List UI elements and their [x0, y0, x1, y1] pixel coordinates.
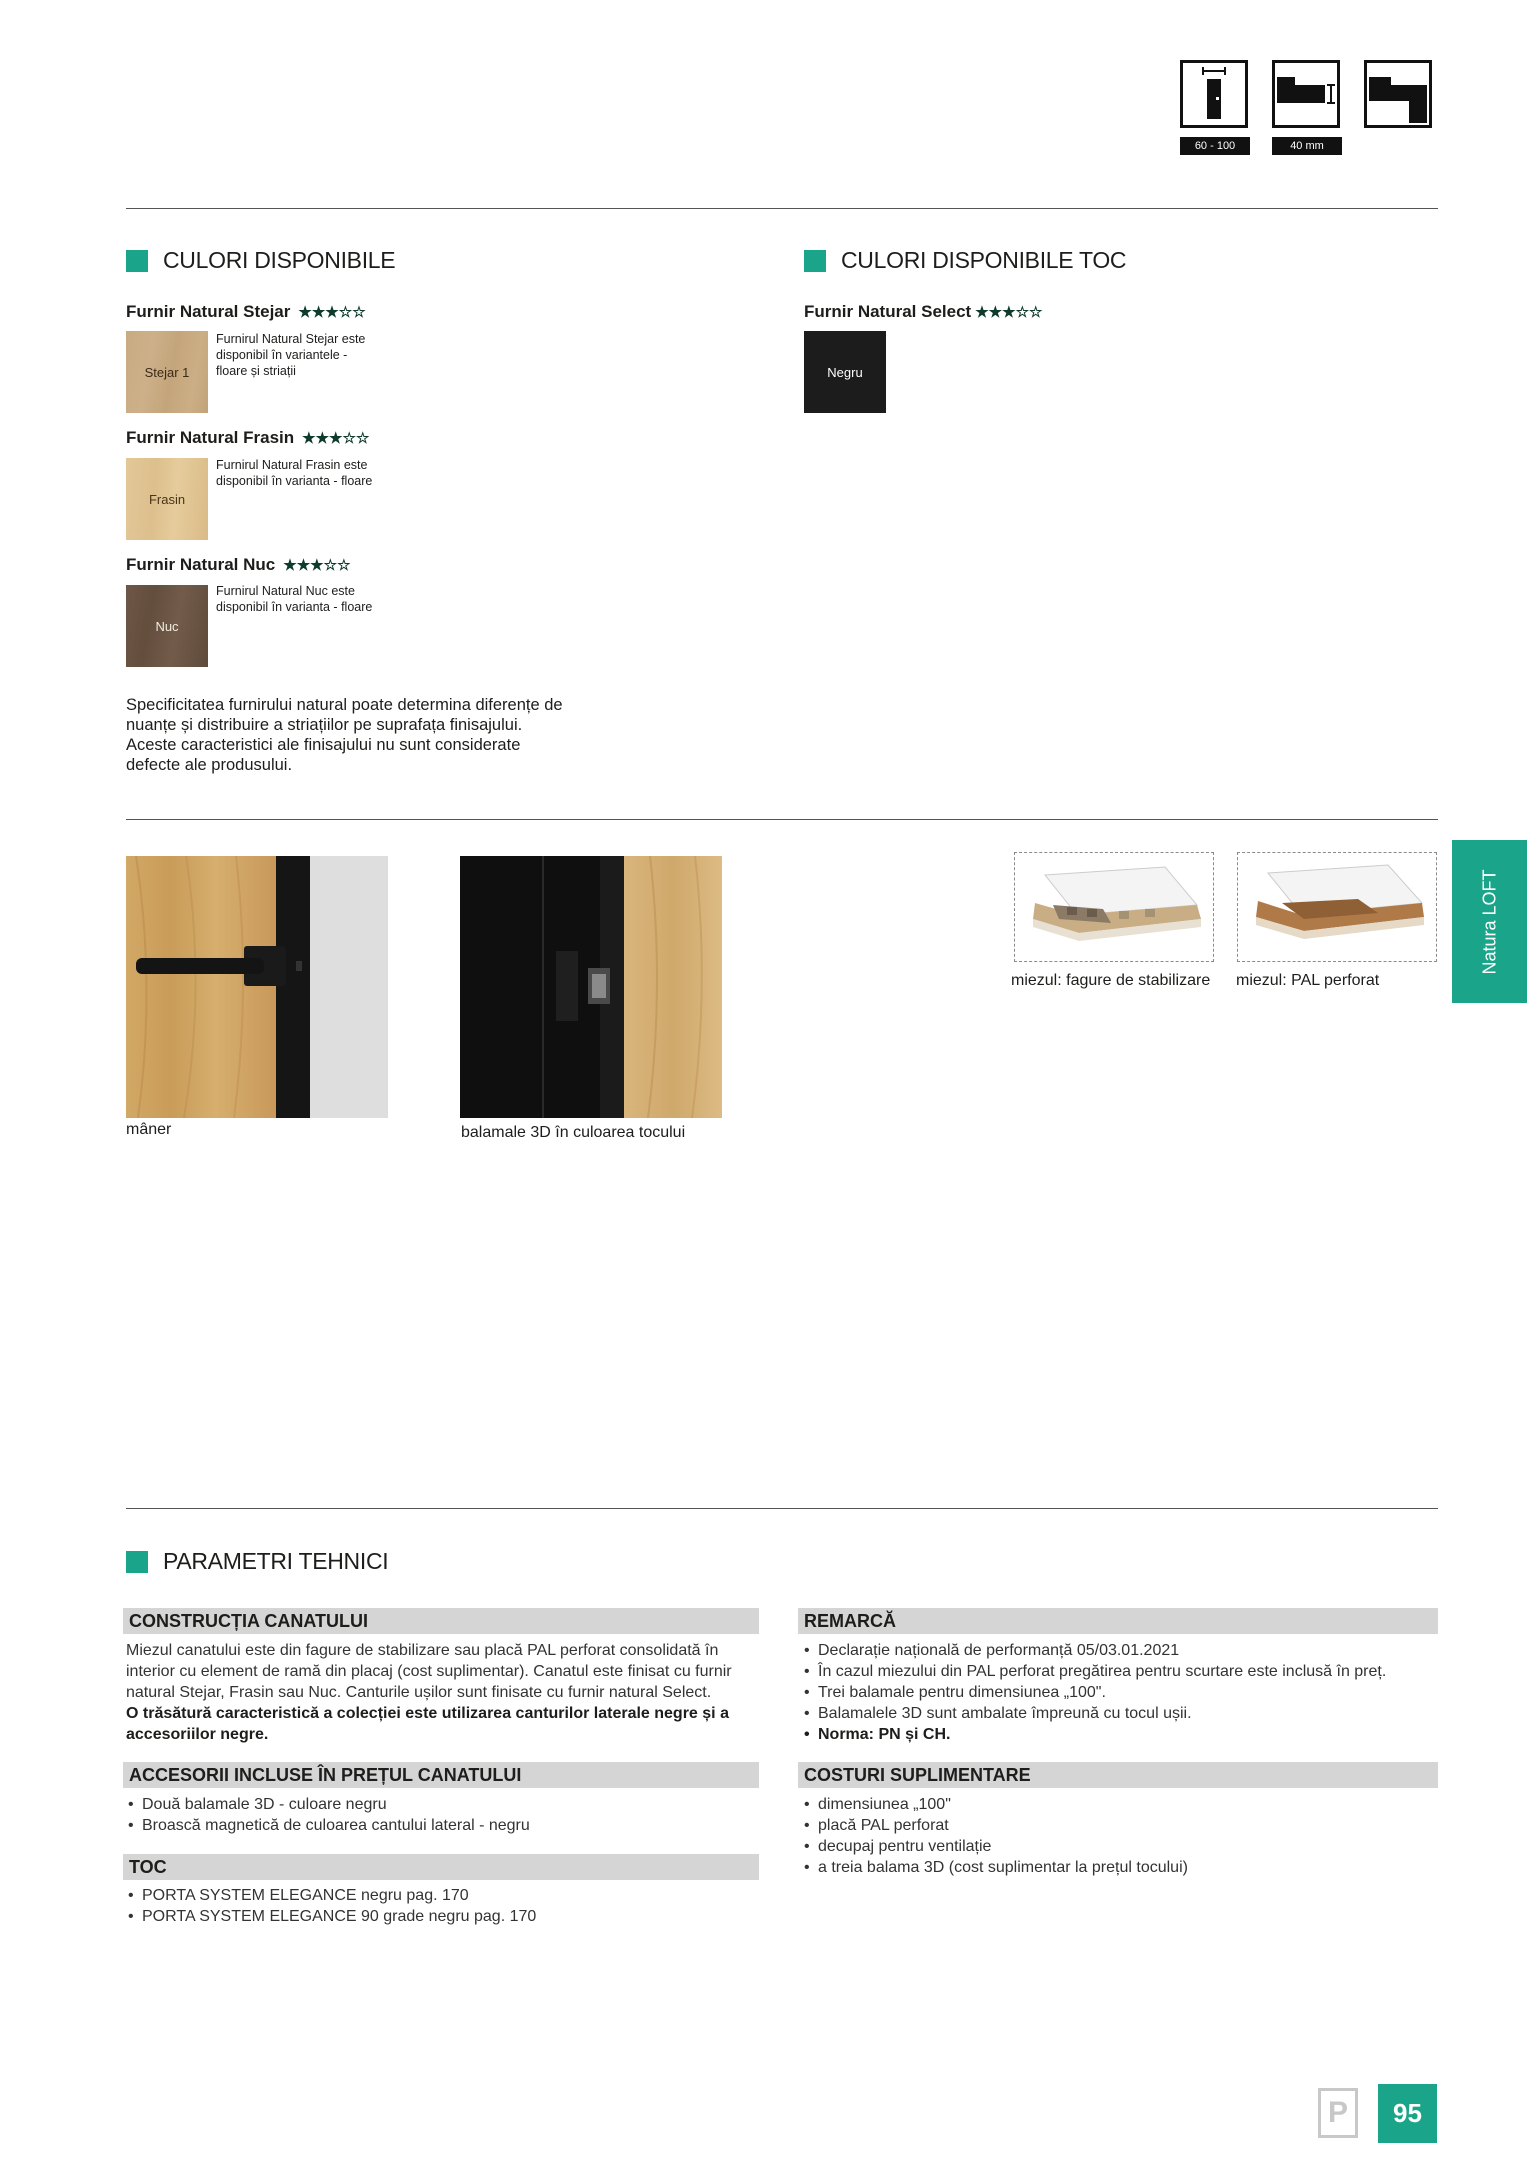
star-filled-icon: ★: [298, 303, 312, 321]
accessories-heading: ACCESORII INCLUSE ÎN PREȚUL CANATULUI: [123, 1762, 759, 1788]
accessories-list: [126, 1794, 756, 1836]
list-item: • Balamalele 3D sunt ambalate împreună cu tocul ușii.: [802, 1703, 1438, 1724]
star-empty-icon: ☆: [323, 556, 338, 574]
veneer-note: Specificitatea furnirului natural poate determina diferențe de nuanțe și distribuire a striațiilor pe suprafața finisajului. Aceste caracteristici ale finisajului nu sunt considerate defecte ale produsului.: [126, 696, 563, 774]
swatch-label: Nuc: [155, 618, 179, 634]
swatch-nuc: [126, 585, 208, 667]
swatch-label: Frasin: [148, 491, 186, 507]
rating-stars: [975, 305, 1042, 320]
star-filled-icon: ★: [315, 429, 330, 447]
veneer-title: [126, 555, 351, 575]
veneer-name: Furnir Natural Stejar: [126, 302, 291, 321]
list-item: • placă PAL perforat: [802, 1815, 1438, 1836]
star-filled-icon: ★: [311, 303, 326, 321]
door-thickness-label: 40 mm: [1272, 137, 1342, 155]
construction-bold: O trăsătură caracteristică a colecției este utilizarea canturilor laterale negre și a accesoriilor negre.: [126, 1705, 729, 1743]
remark-heading: REMARCĂ: [798, 1608, 1438, 1634]
swatch-stejar: [126, 331, 208, 413]
list-item: • Trei balamale pentru dimensiunea „100".: [802, 1682, 1438, 1703]
star-empty-icon: ☆: [342, 429, 356, 447]
star-filled-icon: ★: [988, 303, 1003, 321]
star-filled-icon: ★: [329, 429, 343, 447]
rating-stars: [283, 558, 350, 573]
divider: [126, 208, 1438, 209]
star-empty-icon: ☆: [352, 303, 366, 321]
core-honeycomb-caption: miezul: fagure de stabilizare: [1011, 972, 1211, 989]
colors-section-header: [126, 247, 395, 274]
star-empty-icon: ☆: [1015, 303, 1030, 321]
core-pal-caption: miezul: PAL perforat: [1236, 972, 1380, 989]
section-marker: [126, 1551, 148, 1573]
veneer-description: Furnirul Natural Nuc este disponibil în varianta - floare: [216, 584, 373, 614]
brand-logo: P: [1318, 2088, 1358, 2138]
list-item: • În cazul miezului din PAL perforat pregătirea pentru scurtare este inclusă în preț.: [802, 1661, 1438, 1682]
handle-photo: [126, 856, 388, 1118]
hinge-photo: [460, 856, 722, 1118]
swatch-label: Negru: [827, 364, 863, 380]
remark-list: [802, 1640, 1438, 1745]
star-filled-icon: ★: [325, 303, 339, 321]
side-tab[interactable]: [1452, 840, 1527, 1003]
rating-stars: [302, 431, 369, 446]
star-empty-icon: ☆: [1029, 303, 1043, 321]
extra-costs-heading: COSTURI SUPLIMENTARE: [798, 1762, 1438, 1788]
construction-heading: CONSTRUCȚIA CANATULUI: [123, 1608, 759, 1634]
extra-costs-list: [802, 1794, 1438, 1878]
star-filled-icon: ★: [283, 556, 297, 574]
frame-list: [126, 1885, 756, 1927]
star-filled-icon: ★: [975, 303, 989, 321]
page-number: 95: [1378, 2084, 1437, 2143]
star-empty-icon: ☆: [355, 429, 370, 447]
tech-section-title: PARAMETRI TEHNICI: [163, 1548, 389, 1574]
frame-heading: TOC: [123, 1854, 759, 1880]
side-tab-label: Natura LOFT: [1479, 868, 1499, 975]
star-empty-icon: ☆: [337, 556, 351, 574]
frame-colors-section-header: [804, 247, 1126, 274]
star-filled-icon: ★: [310, 556, 324, 574]
list-item: • PORTA SYSTEM ELEGANCE negru pag. 170: [126, 1885, 756, 1906]
tech-section-header: [126, 1548, 388, 1575]
veneer-description: Furnirul Natural Frasin este disponibil în varianta - floare: [216, 458, 373, 488]
section-marker: [804, 250, 826, 272]
section-marker: [126, 250, 148, 272]
list-item: • decupaj pentru ventilație: [802, 1836, 1438, 1857]
veneer-title: [126, 302, 366, 322]
swatch-label: Stejar 1: [144, 364, 190, 380]
list-item: • Declarație națională de performanță 05/03.01.2021: [802, 1640, 1438, 1661]
star-empty-icon: ☆: [338, 303, 353, 321]
core-honeycomb-image: [1014, 852, 1214, 962]
door-width-label: 60 - 100: [1180, 137, 1250, 155]
list-item: • PORTA SYSTEM ELEGANCE 90 grade negru pag. 170: [126, 1906, 756, 1927]
frame-colors-section-title: CULORI DISPONIBILE TOC: [841, 247, 1127, 273]
handle-caption: mâner: [126, 1121, 172, 1138]
veneer-title: [804, 302, 1042, 322]
list-item: • dimensiunea „100": [802, 1794, 1438, 1815]
hinge-caption: balamale 3D în culoarea tocului: [461, 1124, 686, 1141]
veneer-name: Furnir Natural Frasin: [126, 428, 295, 447]
veneer-name: Furnir Natural Nuc: [126, 555, 276, 574]
door-width-icon: [1180, 60, 1248, 128]
veneer-description: Furnirul Natural Stejar este disponibil în variantele - floare și striații: [216, 332, 366, 378]
star-filled-icon: ★: [296, 556, 311, 574]
divider: [126, 1508, 1438, 1509]
list-item: • a treia balama 3D (cost suplimentar la prețul tocului): [802, 1857, 1438, 1878]
divider: [126, 819, 1438, 820]
door-thickness-icon: [1272, 60, 1340, 128]
list-item: • Broască magnetică de culoarea cantului lateral - negru: [126, 1815, 756, 1836]
veneer-title: [126, 428, 369, 448]
swatch-negru: [804, 331, 886, 413]
construction-text: [126, 1640, 756, 1745]
door-rebate-icon: [1364, 60, 1432, 128]
star-filled-icon: ★: [1002, 303, 1016, 321]
list-item: • Două balamale 3D - culoare negru: [126, 1794, 756, 1815]
veneer-name: Furnir Natural Select: [804, 302, 972, 321]
construction-body: Miezul canatului este din fagure de stabilizare sau placă PAL perforat consolidată în interior cu element de ramă din placaj (cost suplimentar). Canatul este finisat cu furnir natural Stejar, Frasin sau Nuc. Canturile ușilor sunt finisate cu furnir natural Select.: [126, 1642, 732, 1701]
core-pal-image: [1237, 852, 1437, 962]
star-filled-icon: ★: [302, 429, 316, 447]
colors-section-title: CULORI DISPONIBILE: [163, 247, 396, 273]
swatch-frasin: [126, 458, 208, 540]
list-item: • Norma: PN și CH.: [802, 1724, 1438, 1745]
rating-stars: [298, 305, 365, 320]
